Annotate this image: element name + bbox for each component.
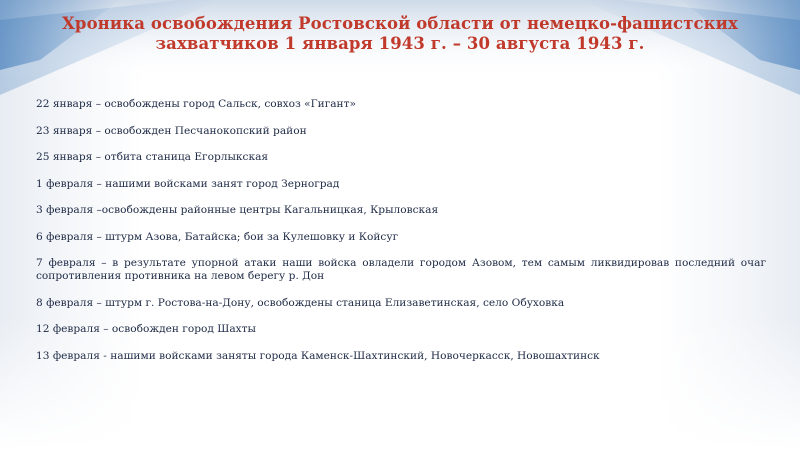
slide-title: Хроника освобождения Ростовской области от немецко-фашистских захватчиков 1 января 1943 г. – 30 августа 1943 г.: [62, 14, 738, 53]
chronicle-entry: 13 февраля - нашими войсками заняты города Каменск-Шахтинский, Новочеркасск, Новошахтинск: [36, 349, 600, 362]
chronicle-entry: 7 февраля – в результате упорной атаки наши войска овладели городом Азовом, тем самым ликвидировав последний очаг сопротивления противника на левом берегу р. Дон: [36, 257, 766, 282]
chronicle-entry: 6 февраля – штурм Азова, Батайска; бои за Кулешовку и Койсуг: [36, 230, 399, 243]
chronicle-entry: 25 января – отбита станица Егорлыкская: [36, 151, 269, 163]
chronicle-entry: 1 февраля – нашими войсками занят город Зерноград: [36, 177, 340, 190]
chronicle-entry: 23 января – освобожден Песчанокопский район: [36, 124, 307, 137]
chronicle-entry: 12 февраля – освобожден город Шахты: [36, 323, 256, 335]
chronicle-entry: 8 февраля – штурм г. Ростова-на-Дону, освобождены станица Елизаветинская, село Обуховка: [36, 296, 565, 309]
chronicle-entry: 22 января – освобождены город Сальск, совхоз «Гигант»: [36, 98, 356, 110]
chronicle-entry: 3 февраля –освобождены районные центры Кагальницкая, Крыловская: [36, 204, 439, 216]
chronicle-list: [36, 98, 766, 376]
